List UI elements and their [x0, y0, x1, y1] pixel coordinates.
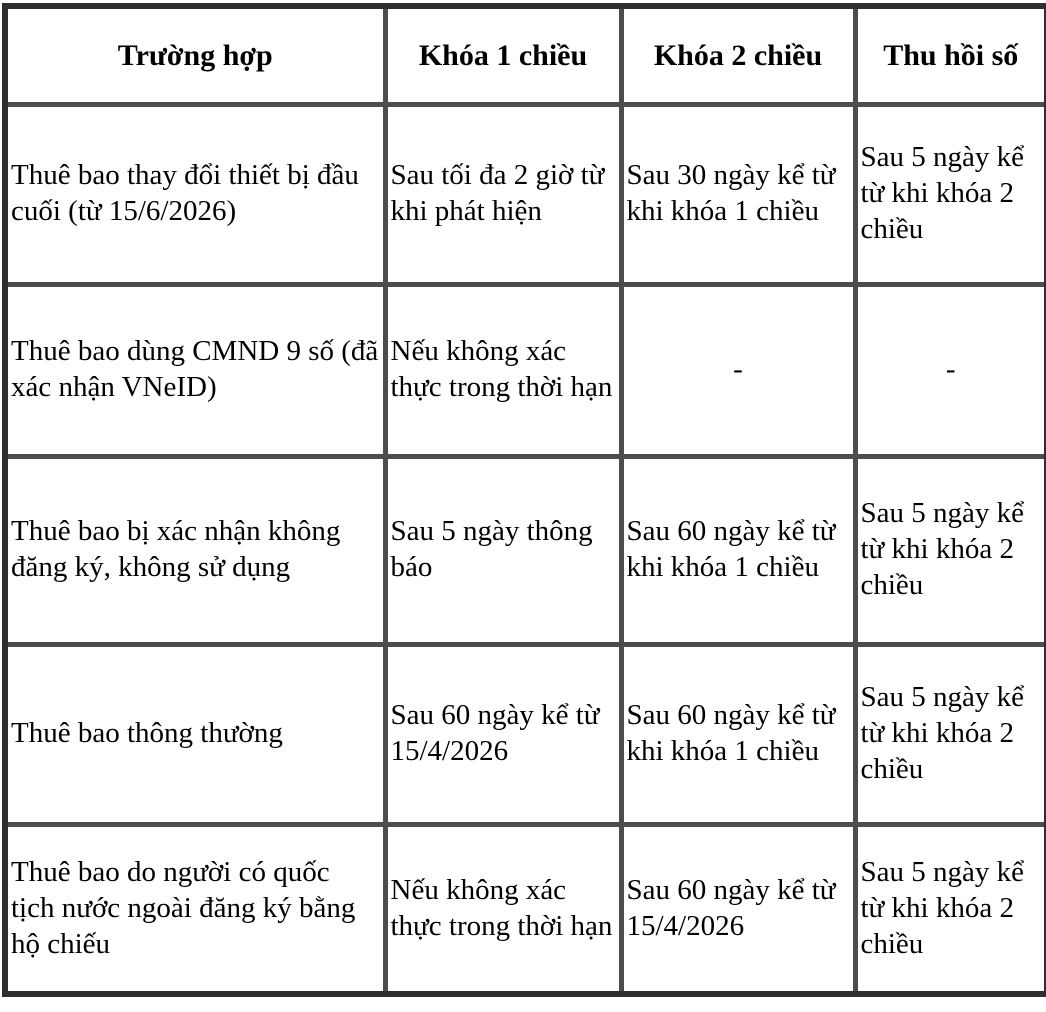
table-cell-case: Thuê bao dùng CMND 9 số (đã xác nhận VNeID): [5, 284, 385, 456]
table-cell-lock1: Sau 5 ngày thông báo: [385, 456, 621, 644]
table-cell-recover: Sau 5 ngày kể từ khi khóa 2 chiều: [855, 824, 1046, 994]
table-cell-lock1: Nếu không xác thực trong thời hạn: [385, 824, 621, 994]
table-cell-case: Thuê bao do người có quốc tịch nước ngoài đăng ký bằng hộ chiếu: [5, 824, 385, 994]
table-cell-case: Thuê bao thay đổi thiết bị đầu cuối (từ 15/6/2026): [5, 104, 385, 284]
table-row-khong-dang-ky: [5, 456, 1046, 644]
subscriber-lock-table: [2, 3, 1046, 997]
table-cell-recover: -: [855, 284, 1046, 456]
table-cell-lock2: Sau 60 ngày kể từ khi khóa 1 chiều: [621, 644, 855, 824]
table-cell-case: Thuê bao thông thường: [5, 644, 385, 824]
table-row-cmnd-9-so: [5, 284, 1046, 456]
header-cell-khoa-1-chieu: Khóa 1 chiều: [385, 6, 621, 104]
table-cell-recover: Sau 5 ngày kể từ khi khóa 2 chiều: [855, 456, 1046, 644]
table-cell-case: Thuê bao bị xác nhận không đăng ký, không sử dụng: [5, 456, 385, 644]
table-row-nguoi-nuoc-ngoai: [5, 824, 1046, 994]
table-cell-lock1: Sau 60 ngày kể từ 15/4/2026: [385, 644, 621, 824]
table-cell-lock2: -: [621, 284, 855, 456]
table-cell-recover: Sau 5 ngày kể từ khi khóa 2 chiều: [855, 644, 1046, 824]
table-cell-recover: Sau 5 ngày kể từ khi khóa 2 chiều: [855, 104, 1046, 284]
table-cell-lock2: Sau 60 ngày kể từ khi khóa 1 chiều: [621, 456, 855, 644]
header-cell-thu-hoi-so: Thu hồi số: [855, 6, 1046, 104]
table-cell-lock1: Sau tối đa 2 giờ từ khi phát hiện: [385, 104, 621, 284]
table-cell-lock2: Sau 60 ngày kể từ 15/4/2026: [621, 824, 855, 994]
table-row-thong-thuong: [5, 644, 1046, 824]
table-header-row: [5, 6, 1046, 104]
table-cell-lock1: Nếu không xác thực trong thời hạn: [385, 284, 621, 456]
table-cell-lock2: Sau 30 ngày kể từ khi khóa 1 chiều: [621, 104, 855, 284]
header-cell-truong-hop: Trường hợp: [5, 6, 385, 104]
table-row-device-change: [5, 104, 1046, 284]
header-cell-khoa-2-chieu: Khóa 2 chiều: [621, 6, 855, 104]
